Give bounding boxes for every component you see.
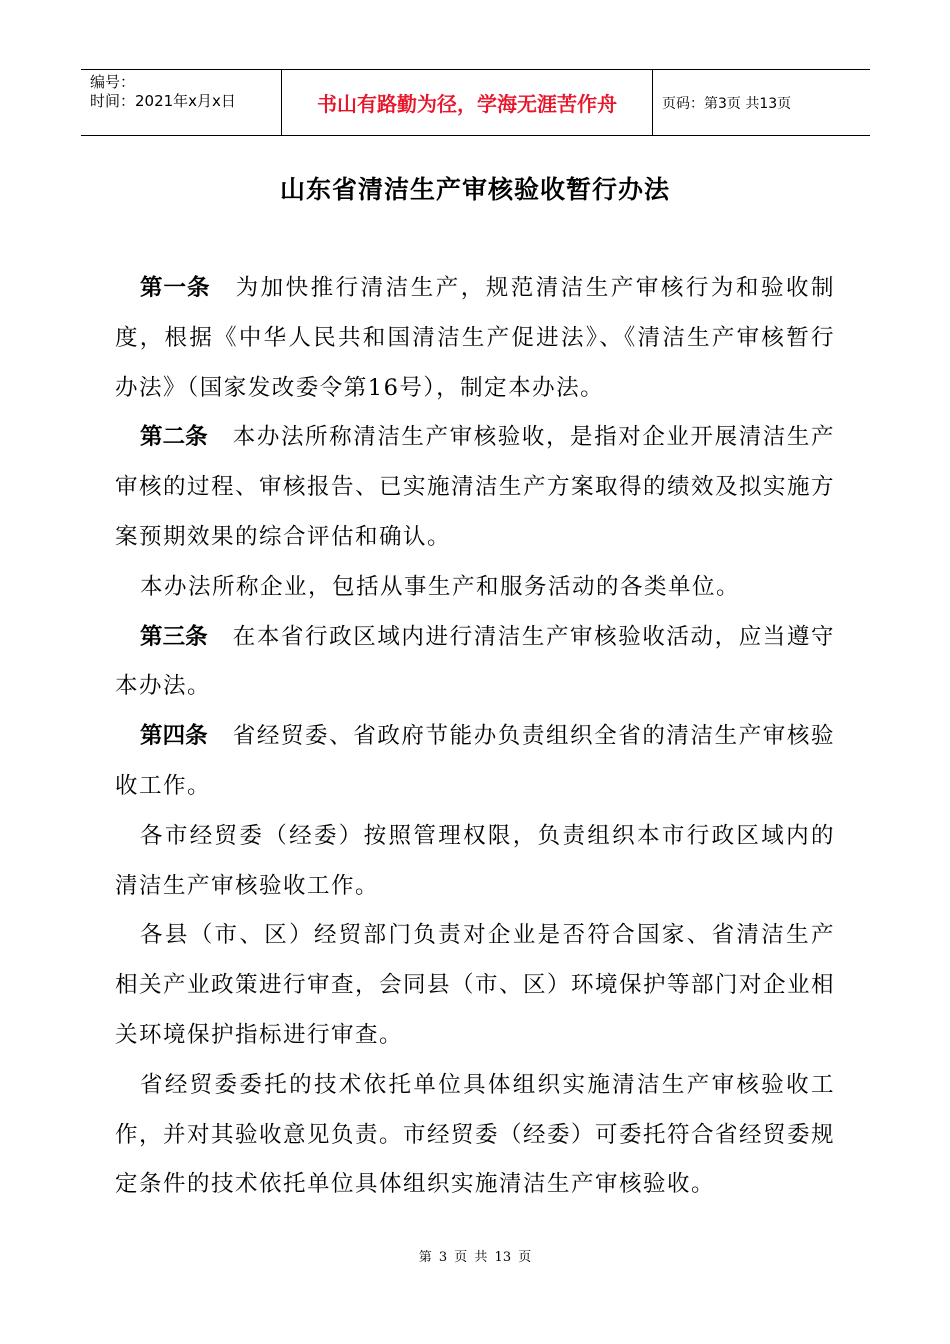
paragraph-text: 省经贸委委托的技术依托单位具体组织实施清洁生产审核验收工作，并对其验收意见负责。市经贸委（经委）可委托符合省经贸委规定条件的技术依托单位具体组织实施清洁生产审核验收。 bbox=[115, 1071, 836, 1198]
article-label: 第三条 bbox=[140, 623, 208, 650]
paragraph-text: 本办法所称企业，包括从事生产和服务活动的各类单位。 bbox=[140, 573, 741, 600]
paragraph bbox=[115, 812, 835, 912]
header-motto: 书山有路勤为径，学海无涯苦作舟 bbox=[281, 70, 653, 135]
paragraph-text: 省经贸委、省政府节能办负责组织全省的清洁生产审核验收工作。 bbox=[115, 723, 835, 799]
document-time-label: 时间：2021年x月x日 bbox=[90, 92, 236, 110]
document-body bbox=[115, 264, 835, 1210]
paragraph bbox=[115, 413, 835, 562]
paragraph bbox=[115, 563, 835, 613]
paragraph-text: 各市经贸委（经委）按照管理权限，负责组织本市行政区域内的清洁生产审核验收工作。 bbox=[115, 822, 835, 899]
header-page-info: 页码：第3页 共13页 bbox=[662, 95, 792, 112]
paragraph-text: 各县（市、区）经贸部门负责对企业是否符合国家、省清洁生产相关产业政策进行审查，会同县（市、区）环境保护等部门对企业相关环境保护指标进行审查。 bbox=[115, 922, 836, 1048]
paragraph-text: 为加快推行清洁生产，规范清洁生产审核行为和验收制度，根据《中华人民共和国清洁生产促进法》、《清洁生产审核暂行办法》（国家发改委令第16号），制定本办法。 bbox=[115, 275, 835, 401]
header-meta-cell bbox=[81, 70, 281, 135]
paragraph bbox=[115, 613, 835, 713]
page-header bbox=[81, 69, 870, 136]
article-label: 第四条 bbox=[140, 723, 208, 750]
paragraph bbox=[115, 712, 835, 812]
article-label: 第一条 bbox=[140, 275, 211, 301]
document-number-label: 编号： bbox=[90, 73, 136, 91]
paragraph bbox=[115, 264, 835, 413]
article-label: 第二条 bbox=[140, 424, 208, 451]
paragraph bbox=[115, 911, 835, 1060]
paragraph-text: 本办法所称清洁生产审核验收，是指对企业开展清洁生产审核的过程、审核报告、已实施清洁生产方案取得的绩效及拟实施方案预期效果的综合评估和确认。 bbox=[115, 424, 836, 550]
paragraph bbox=[115, 1061, 835, 1210]
document-title: 山东省清洁生产审核验收暂行办法 bbox=[279, 175, 670, 204]
page-footer: 第 3 页 共 13 页 bbox=[418, 1250, 532, 1265]
paragraph-text: 在本省行政区域内进行清洁生产审核验收活动，应当遵守本办法。 bbox=[115, 623, 835, 700]
